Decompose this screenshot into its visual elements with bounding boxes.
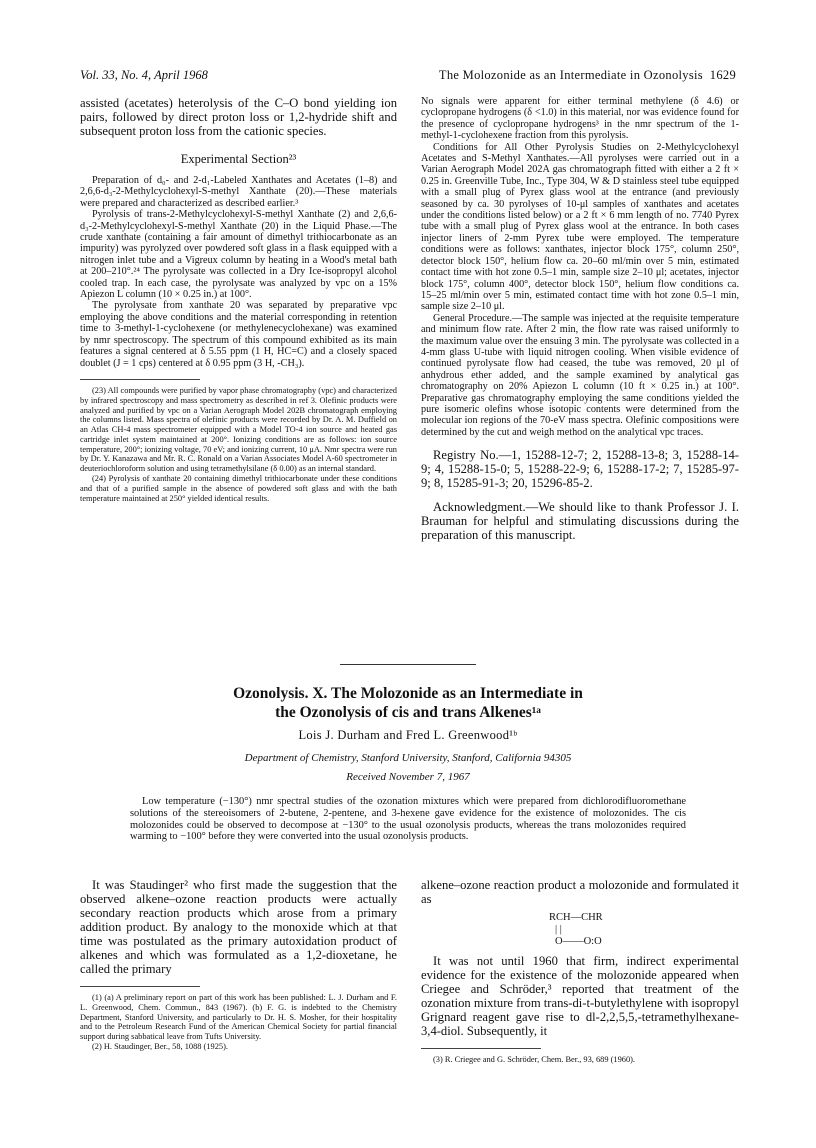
page-number: 1629	[709, 68, 736, 82]
intro-tail: assisted (acetates) heterolysis of the C–O bond yielding ion pairs, followed by direct proton loss or 1,2-hydride shift and subsequent proton loss from the cationic species.	[80, 96, 397, 138]
para-general-procedure: General Procedure.—The sample was injected at the requisite temperature and minimum flow rate. After 2 min, the flow rate was raised uniformly to the maximum value over the ensuing 3 min. The pyrolysate was collected in a 4-mm glass U-tube with liquid nitrogen cooling. When visible evidence of continued pyrolysate flow had ceased, the tube was removed, 20 μl of anhydrous ether added, and the sample examined by analytical gas chromatography on 20% Apiezon L column (10 ft × 0.25 in.) at 100°. Preparative gas chromatography employing the same conditions yielded the pure isomeric olefins whose isotopic contents were determined from the molecular ion regions of the 70-eV mass spectra. Olefinic compositions were determined by the cut and weigh method on the analytical vpc traces.	[421, 312, 739, 438]
footnote-rule	[80, 379, 200, 380]
footnote-1: (1) (a) A preliminary report on part of this work has been published: L. J. Durham and F. L. Greenwood, Chem. Commun., 843 (1967). (b) F. G. is indebted to the Chemistry Department, Stanford University, and particularly to Dr. H. S. Mosher, for their hospitality and to the Petroleum Research Fund of the American Chemical Society for partial financial support during sabbatical leave from Tufts University.	[80, 993, 397, 1042]
received-date: Received November 7, 1967	[346, 771, 470, 783]
footnote-rule-3	[421, 1048, 541, 1049]
footnote-2: (2) H. Staudinger, Ber., 58, 1088 (1925).	[92, 1041, 228, 1051]
bottom-left-column	[80, 878, 397, 1052]
abstract: Low temperature (−130°) nmr spectral studies of the ozonation mixtures which were prepared from dichlorodifluoromethane solutions of the stereoisomers of 2-butene, 2-pentene, and 3-hexene gave evidence for the existence of molozonides. The cis molozonides could be observed to decompose at −130° to the usual ozonolysis products, whereas the trans molozonides required warming to −100° before they were converted into the usual ozonolysis products.	[130, 796, 686, 843]
para-no-signals: No signals were apparent for either terminal methylene (δ 4.6) or cyclopropane hydrogens (δ <1.0) in this material, nor was evidence found for the presence of cyclopropane hydrogens³ in the nmr spectrum of the 1-methyl-1-cyclohexene fraction from this pyrolysis.	[421, 96, 739, 142]
para-conditions: Conditions for All Other Pyrolysis Studies on 2-Methylcyclohexyl Acetates and S-Methyl Xanthates.—All pyrolyses were carried out in a Varian Aerograph Model 202A gas chromatograph fitted with either a 2 ft × 0.25 in. Greenville Tube, Inc., Type 304, W & D stainless steel tube equipped with a small plug of Pyrex glass wool at the entrance (and previously seasoned by ca. 30 pyrolyses of 10-μl samples of xanthates and acetates under the conditions listed below) or a 2 ft × 6 mm length of no. 7740 Pyrex tube with a small plug of Pyrex glass wool at the entrance. In both cases injector liners of 2-mm Pyrex tube were employed. The temperature conditions were as follows: xanthates, injector block 175°, column 250°, detector block 150°, helium flow ca. 20–60 ml/min over 5 min, estimated contact time with hot zone 0.5–1 min, sample size 2–10 μl; acetates, injector block 175°, column 400°, detector block 150°, helium flow conditions ca. 15–25 ml/min over 5 min, estimated contact time with hot zone 0.5–1 min, sample size 2–10 μl.	[421, 141, 739, 313]
department: Department of Chemistry, Stanford University, Stanford, California 94305	[244, 752, 572, 764]
footnote-23: (23) All compounds were purified by vapor phase chromatography (vpc) and characterized by infrared spectroscopy and mass spectrometry as described in ref 3. Olefinic products were analyzed and purified by vpc on a Varian Aerograph Model 202B chromatograph employing the columns listed. Mass spectra of olefinic products were recorded by Dr. A. M. Duffield on an Atlas CH-4 mass spectrometer equipped with a Model TO-4 ion source and heated gas cartridge inlet system maintained at 200°. Ionizing conditions are as follows: ion source temperature, 200°; ionizing voltage, 70 eV; and ionizing current, 10 μA. Nmr spectra were run by Dr. Y. Kanazawa and Mr. R. C. Ronald on a Varian Associates Model A-60 spectrometer in deuteriochloroform solution and using tetramethylsilane (δ 0.00) as an internal standard.	[80, 385, 397, 474]
running-title: The Molozonide as an Intermediate in Ozonolysis	[438, 68, 703, 82]
para-pyrolysis-2: The pyrolysate from xanthate 20 was separated by preparative vpc employing the above conditions and the material corresponding in retention time to 3-methyl-1-cyclohexene (or methylenecyclohexane) was examined by nmr spectroscopy. The spectrum of this compound exhibited as its main features a signal centered at δ 5.55 ppm (1 H, HC=C) and a closely spaced doublet (J = 1 cps) centered at δ 0.95 ppm (3 H, -CH₃).	[80, 300, 397, 369]
footnote-rule-2	[80, 986, 200, 987]
structure-row-2: | |	[555, 924, 562, 935]
running-header	[439, 68, 736, 83]
structure-row-1: RCH—CHR	[549, 912, 603, 923]
bottom-right-column	[421, 878, 739, 1065]
footnote-3: (3) R. Criegee and G. Schröder, Chem. Ber., 93, 689 (1960).	[433, 1055, 636, 1064]
intro-para-3: It was not until 1960 that firm, indirect experimental evidence for the existence of the molozonide appeared when Criegee and Schröder,³ reported that treatment of the ozonation mixture from trans-di-t-butylethylene with isopropyl Grignard reagent gave rise to dl-2,2,5,5,-tetramethylhexane-3,4-diol. Subsequently, it	[421, 954, 739, 1038]
acknowledgment: Acknowledgment.—We should like to thank Professor J. I. Brauman for helpful and stimulating discussions during the preparation of this manuscript.	[421, 500, 739, 543]
molozonide-structure	[549, 912, 739, 948]
section-heading: Experimental Section²³	[180, 152, 297, 166]
authors: Lois J. Durham and Fred L. Greenwood¹ᵇ	[298, 728, 518, 742]
para-pyrolysis: Pyrolysis of trans-2-Methylcyclohexyl-S-methyl Xanthate (2) and 2,6,6-d₃-2-Methylcyclohexyl-S-methyl Xanthate (20) in the Liquid Phase.—The crude xanthate (containing a fair amount of dimethyl trithiocarbonate as an impurity) was pyrolyzed over powdered soft glass in a flask equipped with a nitrogen inlet tube and a Vigreux column by heating in a Wood's metal bath at 200–210°.²⁴ The pyrolysate was collected in a Dry Ice-isopropyl alcohol cooled trap. In each case, the pyrolysate was analyzed by vpc on a 15% Apiezon L column (10 × 0.25 in.) at 100°.	[80, 209, 397, 301]
registry-numbers: Registry No.—1, 15288-12-7; 2, 15288-13-8; 3, 15288-14-9; 4, 15288-15-0; 5, 15288-22-9; 6, 15288-17-2; 7, 15285-97-9; 8, 15285-91-3; 20, 15296-85-2.	[421, 448, 739, 491]
title-line-1: Ozonolysis. X. The Molozonide as an Intermediate in	[233, 685, 583, 702]
footnote-24: (24) Pyrolysis of xanthate 20 containing dimethyl trithiocarbonate under these conditions and that of a purified sample in the absence of powdered soft glass and with the bath temperature maintained at 250° yielded identical results.	[80, 474, 397, 503]
article-divider	[340, 664, 476, 665]
para-preparation: Preparation of d₀- and 2-d₁-Labeled Xanthates and Acetates (1–8) and 2,6,6-d₃-2-Methylcyclohexyl-S-methyl Xanthate (20).—These materials were prepared and characterized as described earlier.³	[80, 175, 397, 209]
top-left-column	[80, 96, 397, 503]
intro-para-2: alkene–ozone reaction product a molozonide and formulated it as	[421, 878, 739, 906]
top-right-column	[421, 96, 739, 542]
intro-para-1: It was Staudinger² who first made the suggestion that the observed alkene–ozone reaction products were actually secondary reaction products which arose from a primary addition product. By analogy to the monoxide which at that time was postulated as the primary autoxidation product of alkenes and which was formulated as a 1,2-dioxetane, he called the primary	[80, 878, 397, 976]
title-line-2: the Ozonolysis of cis and trans Alkenes¹ᵃ	[275, 704, 541, 721]
journal-citation: Vol. 33, No. 4, April 1968	[80, 68, 208, 82]
structure-row-3: O——O:O	[555, 936, 602, 947]
article-title	[80, 684, 736, 722]
